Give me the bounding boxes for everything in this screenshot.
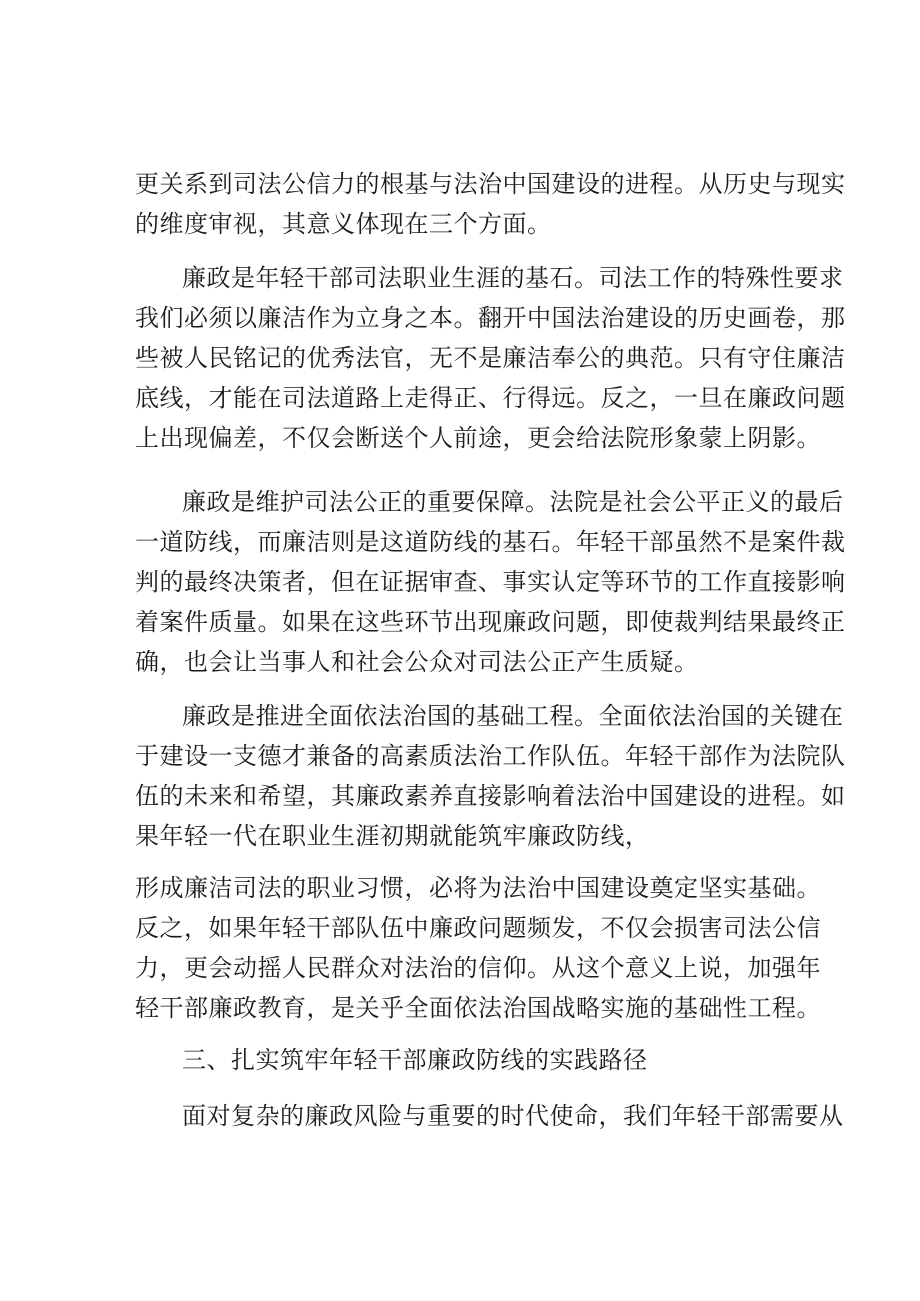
text-line: 一道防线，而廉洁则是这道防线的基石。年轻干部虽然不是案件裁 bbox=[135, 528, 846, 556]
text-line: 着案件质量。如果在这些环节出现廉政问题，即使裁判结果最终正 bbox=[135, 608, 846, 636]
paragraph-p4 bbox=[135, 696, 846, 856]
paragraph-p1 bbox=[135, 164, 846, 244]
text-line: 判的最终决策者，但在证据审查、事实认定等环节的工作直接影响 bbox=[135, 568, 846, 596]
text-line: 更关系到司法公信力的根基与法治中国建设的进程。从历史与现实 bbox=[135, 170, 846, 198]
text-line: 些被人民铭记的优秀法官，无不是廉洁奉公的典范。只有守住廉洁 bbox=[135, 344, 846, 372]
text-line: 我们必须以廉洁作为立身之本。翻开中国法治建设的历史画卷，那 bbox=[135, 304, 846, 332]
text-line: 底线，才能在司法道路上走得正、行得远。反之，一旦在廉政问题 bbox=[135, 384, 846, 412]
section-heading-text: 三、扎实筑牢年轻干部廉政防线的实践路径 bbox=[182, 1046, 648, 1074]
paragraph-p7 bbox=[135, 1096, 844, 1136]
paragraph-p5 bbox=[135, 868, 821, 1028]
text-line: 的维度审视，其意义体现在三个方面。 bbox=[135, 210, 552, 238]
text-line: 廉政是推进全面依法治国的基础工程。全面依法治国的关键在 bbox=[182, 702, 844, 730]
paragraph-p3 bbox=[135, 482, 846, 682]
section-heading bbox=[135, 1040, 795, 1080]
text-line: 力，更会动摇人民群众对法治的信仰。从这个意义上说，加强年 bbox=[135, 954, 821, 982]
text-line: 形成廉洁司法的职业习惯，必将为法治中国建设奠定坚实基础。 bbox=[135, 874, 821, 902]
text-line: 廉政是维护司法公正的重要保障。法院是社会公平正义的最后 bbox=[182, 488, 844, 516]
text-line: 反之，如果年轻干部队伍中廉政问题频发，不仅会损害司法公信 bbox=[135, 914, 821, 942]
paragraph-p2 bbox=[135, 258, 846, 458]
text-line: 廉政是年轻干部司法职业生涯的基石。司法工作的特殊性要求 bbox=[182, 264, 844, 292]
text-line: 伍的未来和希望，其廉政素养直接影响着法治中国建设的进程。如 bbox=[135, 782, 846, 810]
text-line: 轻干部廉政教育，是关乎全面依法治国战略实施的基础性工程。 bbox=[135, 994, 821, 1022]
text-line: 上出现偏差，不仅会断送个人前途，更会给法院形象蒙上阴影。 bbox=[135, 424, 821, 452]
text-line: 确，也会让当事人和社会公众对司法公正产生质疑。 bbox=[135, 648, 699, 676]
text-line: 果年轻一代在职业生涯初期就能筑牢廉政防线， bbox=[135, 822, 650, 850]
text-line: 于建设一支德才兼备的高素质法治工作队伍。年轻干部作为法院队 bbox=[135, 742, 846, 770]
text-line: 面对复杂的廉政风险与重要的时代使命，我们年轻干部需要从 bbox=[182, 1102, 844, 1130]
